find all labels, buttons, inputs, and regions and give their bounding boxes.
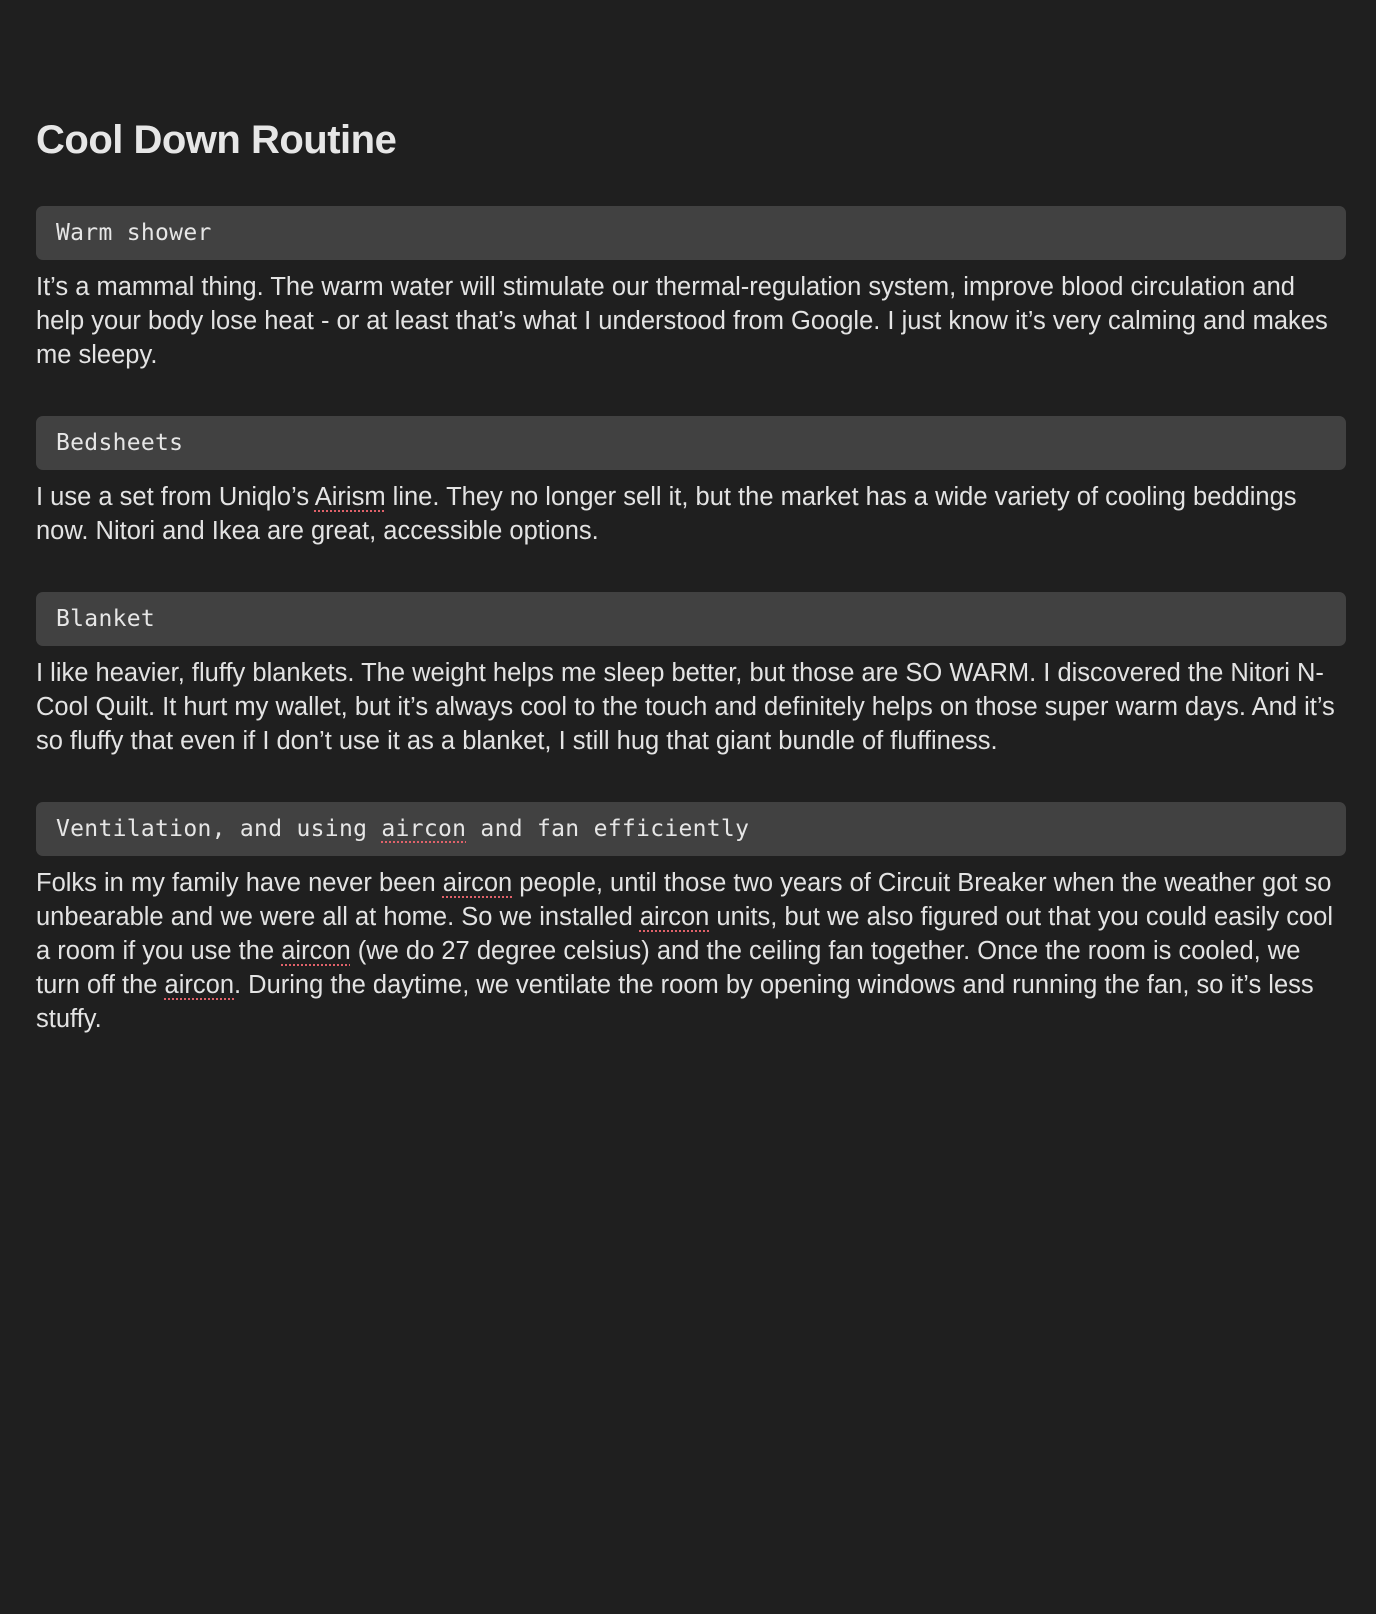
section-warm-shower (36, 206, 1346, 372)
text-run: (we do 27 degree celsius) and the ceiling fan together. Once the room is cooled, we turn off the (36, 937, 1301, 999)
text-run: Ventilation, and using (56, 816, 382, 842)
misspelled-word[interactable]: aircon (381, 816, 467, 842)
misspelled-word[interactable]: aircon (639, 903, 710, 931)
code-heading-text[interactable] (56, 816, 749, 842)
code-heading[interactable] (36, 802, 1346, 856)
note-sections (36, 206, 1346, 1036)
paragraph[interactable]: It’s a mammal thing. The warm water will stimulate our thermal-regulation system, improve blood circulation and help your body lose heat - or at least that’s what I understood from Google. I just know it’s very calming and makes me sleepy. (36, 273, 1328, 369)
page-title[interactable]: Cool Down Routine (36, 118, 397, 162)
text-run: . During the daytime, we ventilate the room by opening windows and running the fan, so it’s less stuffy. (36, 971, 1314, 1033)
text-run: people, until those two years of Circuit Breaker when the weather got so unbearable and we were all at home. So we installed (36, 869, 1332, 931)
text-run: and fan efficiently (466, 816, 750, 842)
code-heading[interactable] (36, 416, 1346, 470)
code-heading[interactable] (36, 592, 1346, 646)
section-bedsheets (36, 416, 1346, 548)
paragraph[interactable] (36, 480, 1346, 548)
code-heading[interactable] (36, 206, 1346, 260)
section-blanket (36, 592, 1346, 758)
text-run: Folks in my family have never been (36, 869, 443, 897)
paragraph[interactable] (36, 866, 1346, 1036)
paragraph[interactable]: I like heavier, fluffy blankets. The weight helps me sleep better, but those are SO WARM. I discovered the Nitori N-Cool Quilt. It hurt my wallet, but it’s always cool to the touch and definitely helps on those super warm days. And it’s so fluffy that even if I don’t use it as a blanket, I still hug that giant bundle of fluffiness. (36, 659, 1335, 755)
note-content[interactable] (36, 112, 1346, 1036)
misspelled-word[interactable]: aircon (164, 971, 234, 999)
code-heading-text[interactable]: Blanket (56, 606, 156, 632)
code-heading-text[interactable]: Warm shower (56, 220, 212, 246)
code-heading-text[interactable]: Bedsheets (56, 430, 184, 456)
text-run: units, but we also figured out that you could easily cool a room if you use the (36, 903, 1334, 965)
misspelled-word[interactable]: aircon (281, 937, 351, 965)
misspelled-word[interactable]: aircon (442, 869, 513, 897)
text-run: line. They no longer sell it, but the market has a wide variety of cooling beddings now. Nitori and Ikea are great, accessible options. (36, 483, 1297, 545)
section-ventilation (36, 802, 1346, 1036)
text-run: I use a set from Uniqlo’s (36, 483, 315, 511)
misspelled-word[interactable]: Airism (314, 483, 386, 511)
